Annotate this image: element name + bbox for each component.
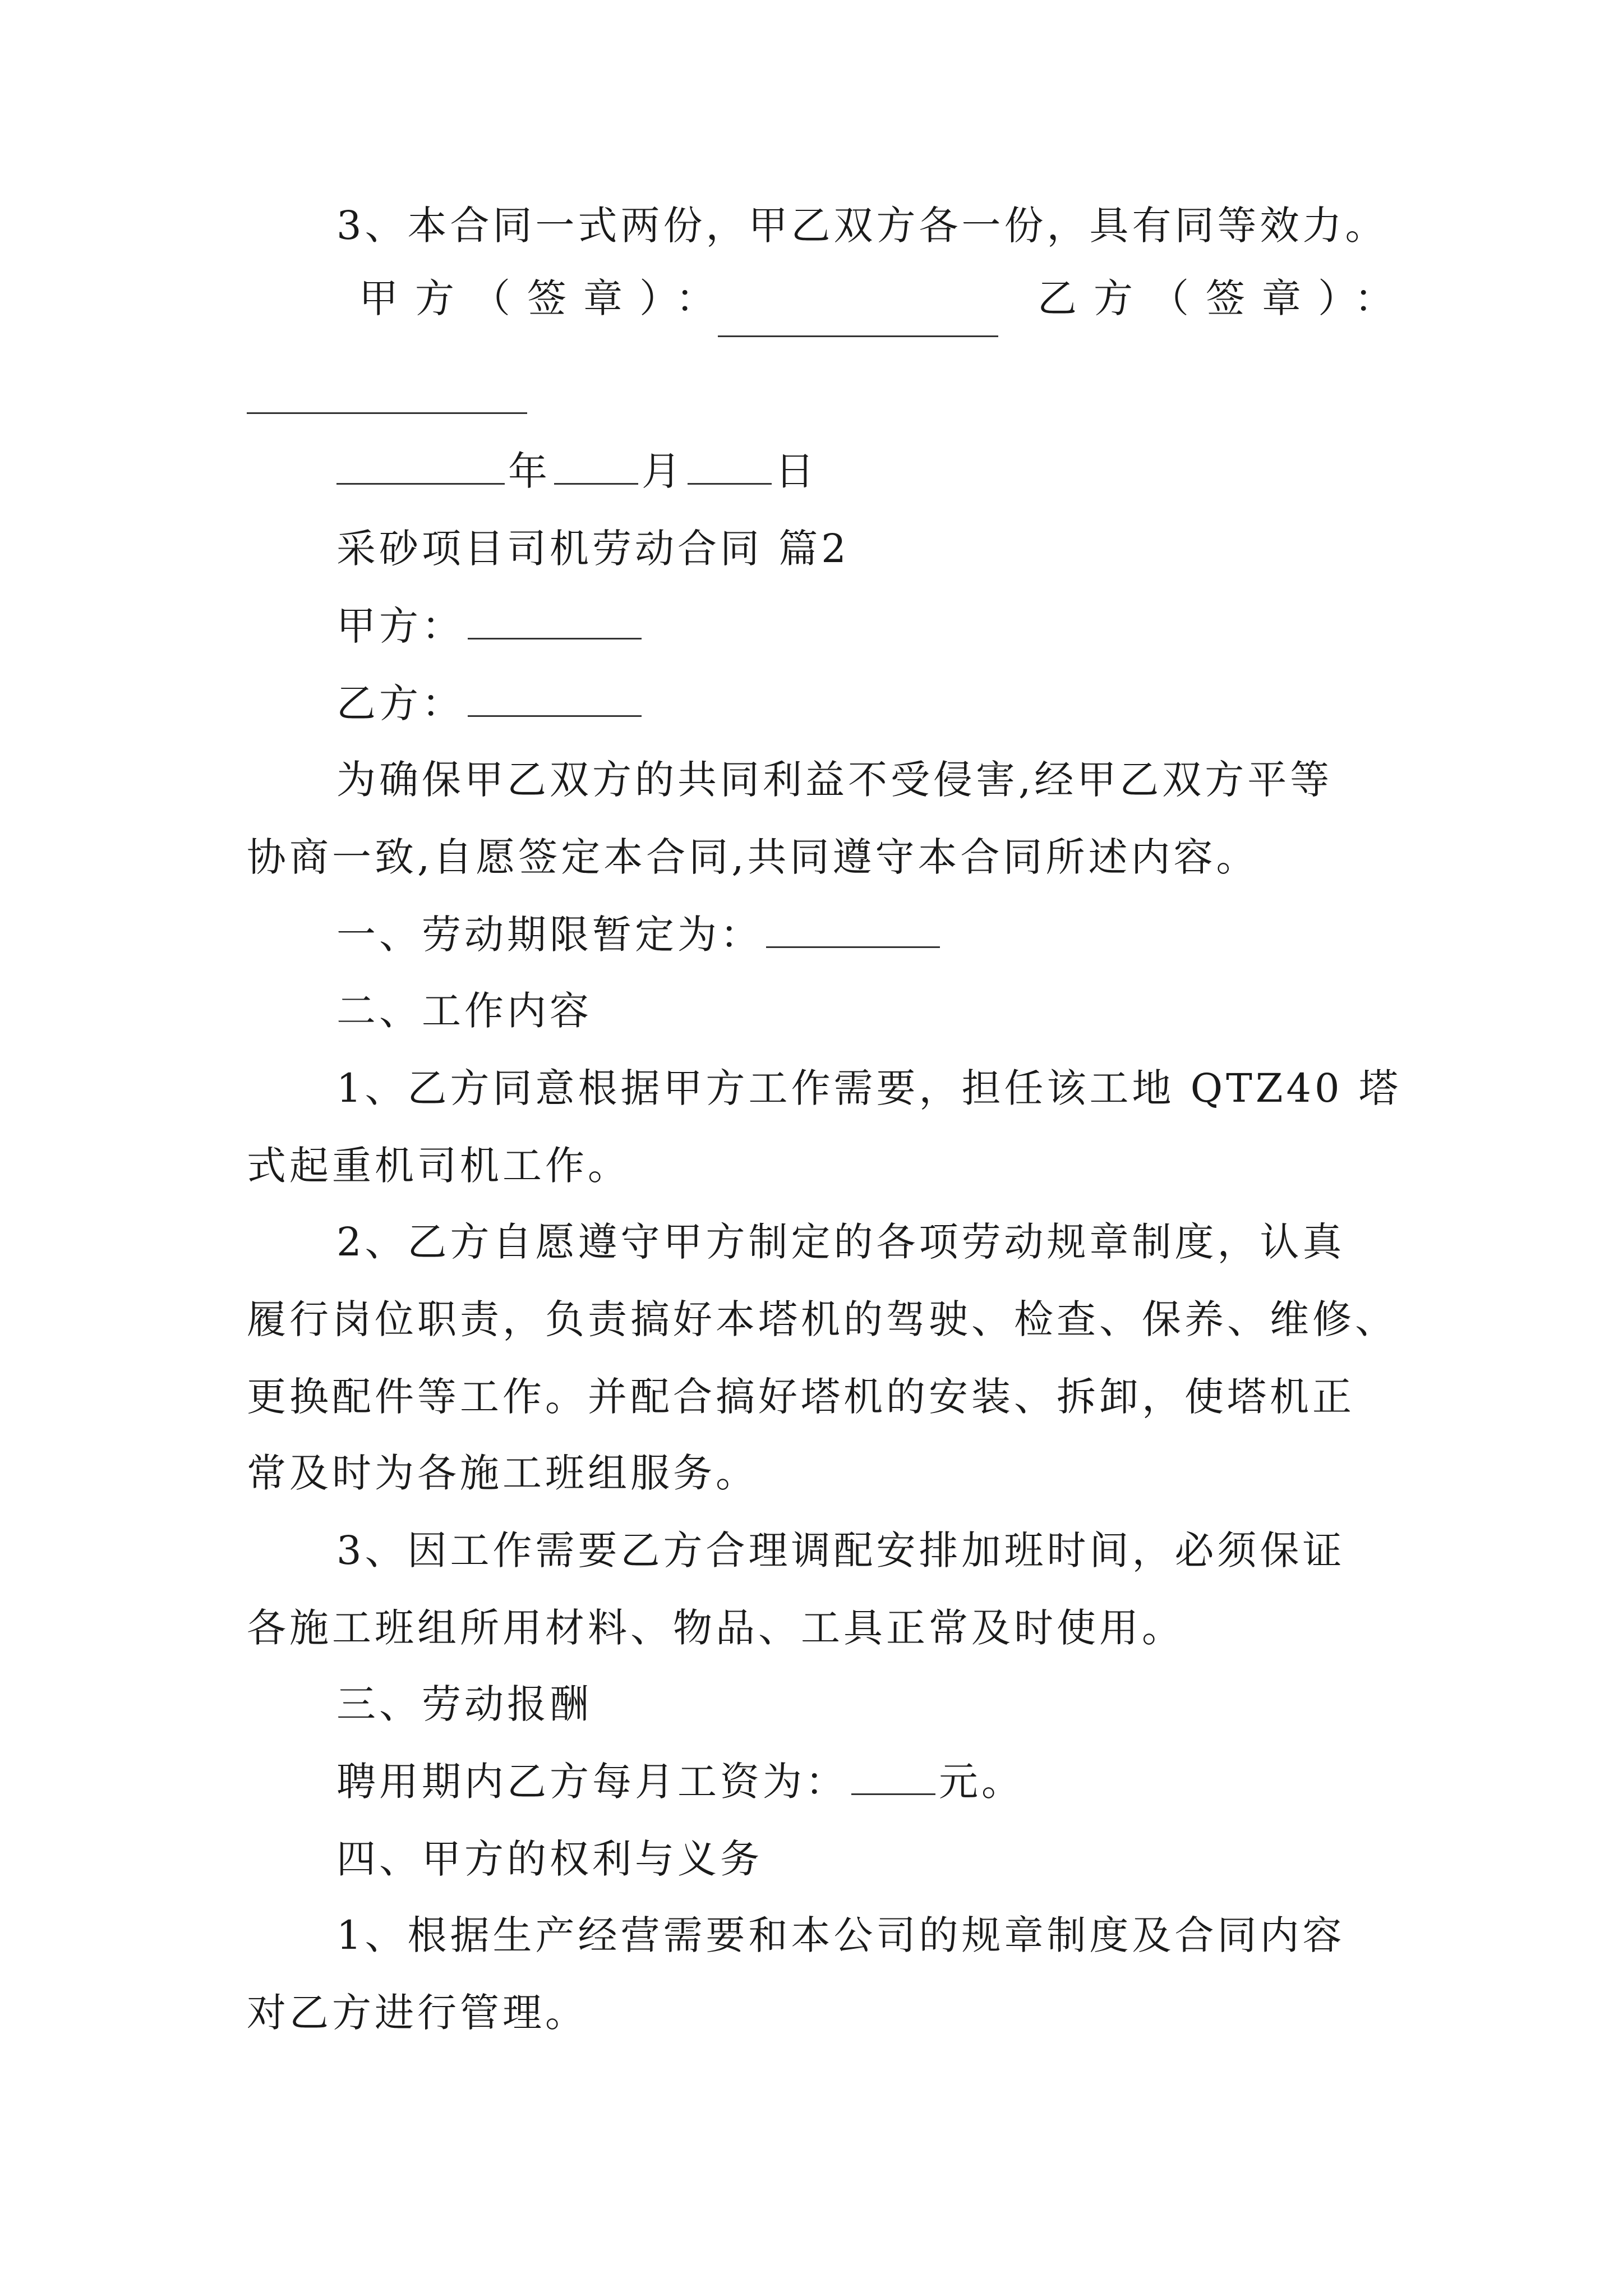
term-label: 一、劳动期限暂定为： <box>336 912 763 958</box>
work-item-1-line-2: 式起重机司机工作。 <box>247 1143 630 1189</box>
signature-party-a-label <box>359 270 732 326</box>
party-b-blank <box>468 683 642 717</box>
party-a-line <box>336 598 645 654</box>
work-item-3-line-2: 各施工班组所用材料、物品、工具正常及时使用。 <box>247 1605 1184 1651</box>
party-a-signature-blank <box>718 335 998 337</box>
party-a-sign-text: 甲方（签章）： <box>359 275 732 321</box>
party-b-line <box>336 675 645 731</box>
rights-item-1-line-2: 对乙方进行管理。 <box>247 1990 588 2036</box>
day-blank <box>688 450 772 485</box>
heading-remuneration: 三、劳动报酬 <box>336 1681 592 1727</box>
month-blank <box>554 450 638 485</box>
day-label: 日 <box>775 448 818 494</box>
term-line <box>336 907 943 963</box>
preamble-line-2: 协商一致,自愿签定本合同,共同遵守本合同所述内容。 <box>247 834 1259 880</box>
salary-line <box>336 1754 1024 1810</box>
work-item-1-line-1: 1、乙方同意根据甲方工作需要，担任该工地 QTZ40 塔 <box>336 1065 1401 1111</box>
party-b-sign-text: 乙方（签章）： <box>1038 275 1410 321</box>
salary-unit: 元。 <box>939 1759 1024 1805</box>
term-blank <box>766 914 940 948</box>
work-item-2-line-4: 常及时为各施工班组服务。 <box>247 1450 758 1496</box>
year-blank <box>336 450 505 485</box>
salary-blank <box>851 1761 935 1795</box>
work-item-2-line-3: 更换配件等工作。并配合搞好塔机的安装、拆卸，使塔机正 <box>247 1374 1355 1420</box>
heading-party-a-rights: 四、甲方的权利与义务 <box>336 1836 763 1882</box>
section-title: 采砂项目司机劳动合同 篇2 <box>336 526 850 572</box>
heading-work-content: 二、工作内容 <box>336 988 592 1034</box>
party-a-label: 甲方： <box>336 603 464 649</box>
year-label: 年 <box>508 448 551 494</box>
signature-party-b-label <box>1038 270 1410 326</box>
party-a-blank <box>468 605 642 639</box>
party-b-signature-blank <box>247 412 527 414</box>
date-line <box>336 443 818 499</box>
rights-item-1-line-1: 1、根据生产经营需要和本公司的规章制度及合同内容 <box>336 1912 1345 1958</box>
clause-3-equal-effect: 3、本合同一式两份，甲乙双方各一份，具有同等效力。 <box>336 203 1388 249</box>
party-b-label: 乙方： <box>336 680 464 726</box>
work-item-2-line-2: 履行岗位职责，负责搞好本塔机的驾驶、检查、保养、维修、 <box>247 1296 1398 1342</box>
preamble-line-1: 为确保甲乙双方的共同利益不受侵害,经甲乙双方平等 <box>336 757 1333 803</box>
work-item-3-line-1: 3、因工作需要乙方合理调配安排加班时间，必须保证 <box>336 1527 1345 1573</box>
work-item-2-line-1: 2、乙方自愿遵守甲方制定的各项劳动规章制度，认真 <box>336 1219 1345 1265</box>
month-label: 月 <box>642 448 684 494</box>
salary-label: 聘用期内乙方每月工资为： <box>336 1759 848 1805</box>
